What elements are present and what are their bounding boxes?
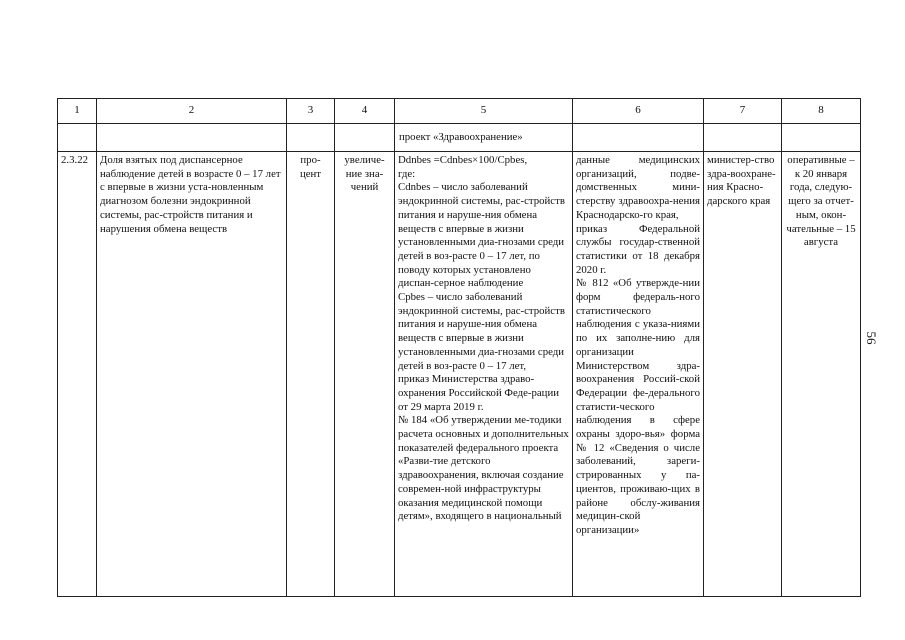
indicator-row <box>58 152 861 597</box>
desired-direction: увеличе- ние зна- чений <box>335 152 395 597</box>
header-col-2: 2 <box>97 99 287 124</box>
project-row-cell-4 <box>335 124 395 152</box>
header-col-6: 6 <box>573 99 704 124</box>
project-row-cell-1 <box>58 124 97 152</box>
calculation-method: Ddnbes =Cdnbes×100/Cpbes, где: Cdnbes – число заболеваний эндокринной системы, рас-стройств питания и наруше-ния обмена веществ с впервые в жизни установленными диа-гнозами среди детей в воз-расте 0 – 17 лет, по поводу которых установлено диспан-серное наблюдение Cpbes – число заболеваний эндокринной системы, рас-стройств питания и наруше-ния обмена веществ с впервые в жизни установленными диа-гнозами среди детей в воз-расте 0 – 17 лет, приказ Министерства здраво-охранения Российской Феде-рации от 29 марта 2019 г. № 184 «Об утверждении ме-тодики расчета основных и дополнительных показателей федерального проекта «Разви-тие детского здравоохранения, включая создание современ-ной инфраструктуры оказания медицинской помощи детям», входящего в национальный <box>395 152 573 597</box>
page-number: 56 <box>864 331 879 345</box>
header-row <box>58 99 861 124</box>
header-col-5: 5 <box>395 99 573 124</box>
project-row-cell-3 <box>287 124 335 152</box>
responsible-body: министер-ство здра-воохране-ния Красно-дарского края <box>704 152 782 597</box>
header-col-8: 8 <box>782 99 861 124</box>
indicator-table <box>57 98 861 597</box>
project-row-cell-8 <box>782 124 861 152</box>
header-col-1: 1 <box>58 99 97 124</box>
indicator-number: 2.3.22 <box>58 152 97 597</box>
project-row-cell-7 <box>704 124 782 152</box>
indicator-name: Доля взятых под диспансерное наблюдение детей в возрасте 0 – 17 лет с впервые в жизни уста-новленным диагнозом болезни эндокринной системы, рас-стройств питания и нарушения обмена веществ <box>97 152 287 597</box>
project-row-cell-2 <box>97 124 287 152</box>
unit-of-measure: про- цент <box>287 152 335 597</box>
project-row <box>58 124 861 152</box>
reporting-deadline: оперативные – к 20 января года, следую-щего за отчет-ным, окон-чательные – 15 августа <box>782 152 861 597</box>
project-name-cell: проект «Здравоохранение» <box>395 124 573 152</box>
header-col-7: 7 <box>704 99 782 124</box>
data-source: данные медицинских организаций, подве-домственных мини-стерству здравоохра-нения Краснодарско-го края, приказ Федеральной службы государ-ственной статистики от 18 декабря 2020 г. № 812 «Об утвержде-нии форм федераль-ного статистического наблюдения с указа-ниями по их заполне-нию для организации Министерством здра-воохранения Россий-ской Федерации фе-дерального статисти-ческого наблюдения в сфере охраны здоро-вья» форма № 12 «Сведения о числе заболеваний, зареги-стрированных у па-циентов, проживаю-щих в районе обслу-живания медицин-ской организации» <box>573 152 704 597</box>
header-col-3: 3 <box>287 99 335 124</box>
project-row-cell-6 <box>573 124 704 152</box>
header-col-4: 4 <box>335 99 395 124</box>
